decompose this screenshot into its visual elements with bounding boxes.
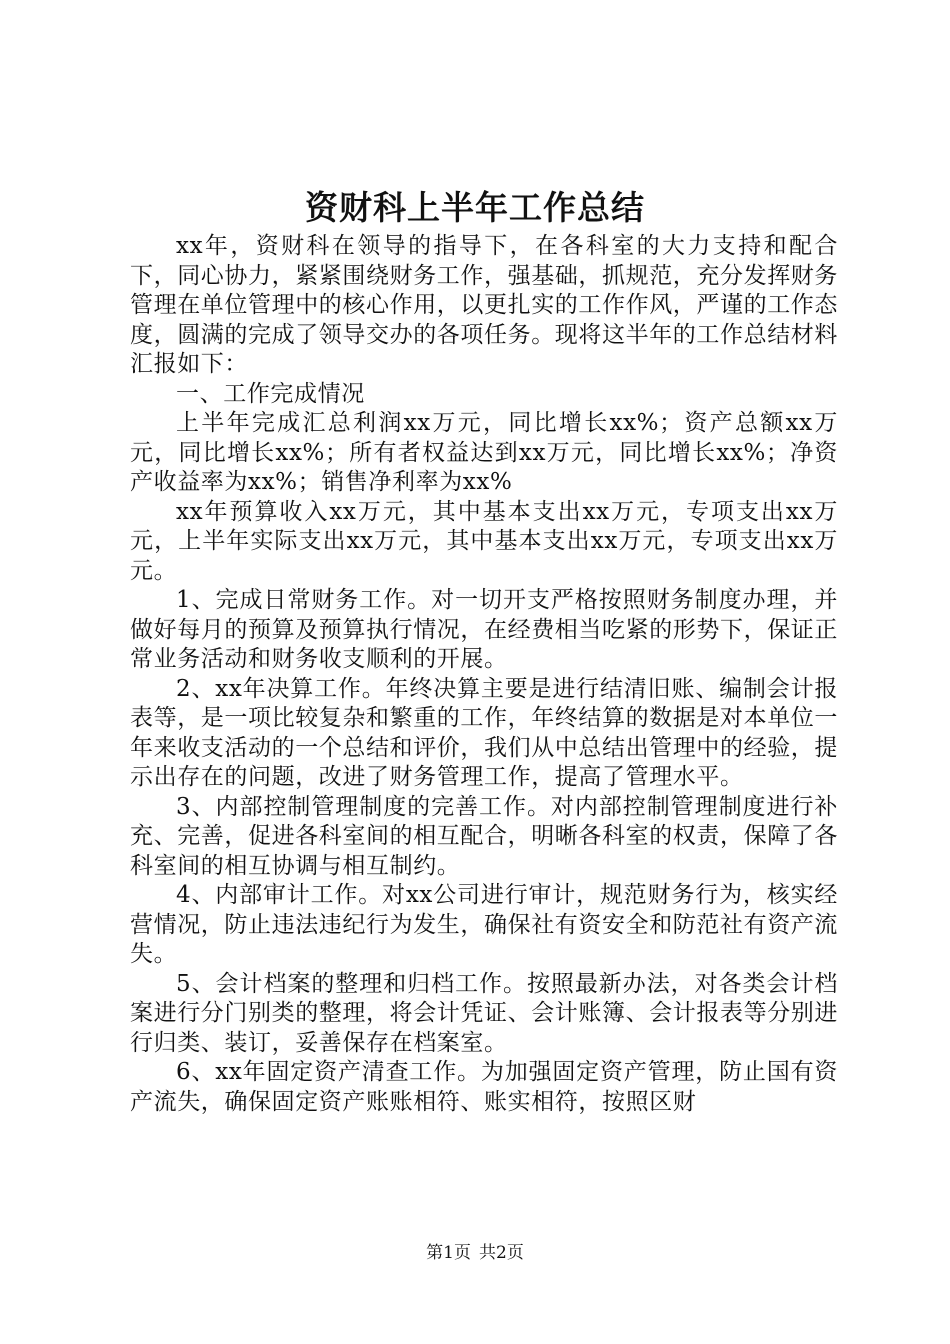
page-footer — [0, 1241, 950, 1265]
section-heading-work-completion: 一、工作完成情况 — [176, 380, 365, 407]
page-number: 第1页 — [426, 1243, 471, 1263]
paragraph-item-1: 1、完成日常财务工作。对一切开支严格按照财务制度办理，并做好每月的预算及预算执行情况，在经费相当吃紧的形势下，保证正常业务活动和财务收支顺利的开展。 — [130, 587, 838, 672]
document-title: 资财科上半年工作总结 — [305, 188, 645, 227]
paragraph-item-2: 2、xx年决算工作。年终决算主要是进行结清旧账、编制会计报表等，是一项比较复杂和繁重的工作，年终结算的数据是对本单位一年来收支活动的一个总结和评价，我们从中总结出管理中的经验，提示出存在的问题，改进了财务管理工作，提高了管理水平。 — [130, 675, 838, 790]
paragraph-budget-summary: xx年预算收入xx万元，其中基本支出xx万元，专项支出xx万元，上半年实际支出xx万元，其中基本支出xx万元，专项支出xx万元。 — [130, 498, 838, 584]
paragraph-item-5: 5、会计档案的整理和归档工作。按照最新办法，对各类会计档案进行分门别类的整理，将会计凭证、会计账簿、会计报表等分别进行归类、装订，妥善保存在档案室。 — [130, 970, 838, 1056]
paragraph-item-3: 3、内部控制管理制度的完善工作。对内部控制管理制度进行补充、完善，促进各科室间的相互配合，明晰各科室的权责，保障了各科室间的相互协调与相互制约。 — [130, 793, 838, 879]
paragraph-item-6: 6、xx年固定资产清查工作。为加强固定资产管理，防止国有资产流失，确保固定资产账账相符、账实相符，按照区财 — [130, 1059, 838, 1115]
paragraph-profit-summary: 上半年完成汇总利润xx万元，同比增长xx%；资产总额xx万元，同比增长xx%；所有者权益达到xx万元，同比增长xx%；净资产收益率为xx%；销售净利率为xx% — [130, 410, 838, 495]
page-total: 共2页 — [479, 1243, 524, 1263]
document-body — [130, 232, 838, 1117]
paragraph-intro: xx年，资财科在领导的指导下，在各科室的大力支持和配合下，同心协力，紧紧围绕财务工作，强基础，抓规范，充分发挥财务管理在单位管理中的核心作用，以更扎实的工作作风，严谨的工作态度，圆满的完成了领导交办的各项任务。现将这半年的工作总结材料汇报如下： — [130, 233, 838, 377]
paragraph-item-4: 4、内部审计工作。对xx公司进行审计，规范财务行为，核实经营情况，防止违法违纪行为发生，确保社有资安全和防范社有资产流失。 — [130, 882, 838, 967]
